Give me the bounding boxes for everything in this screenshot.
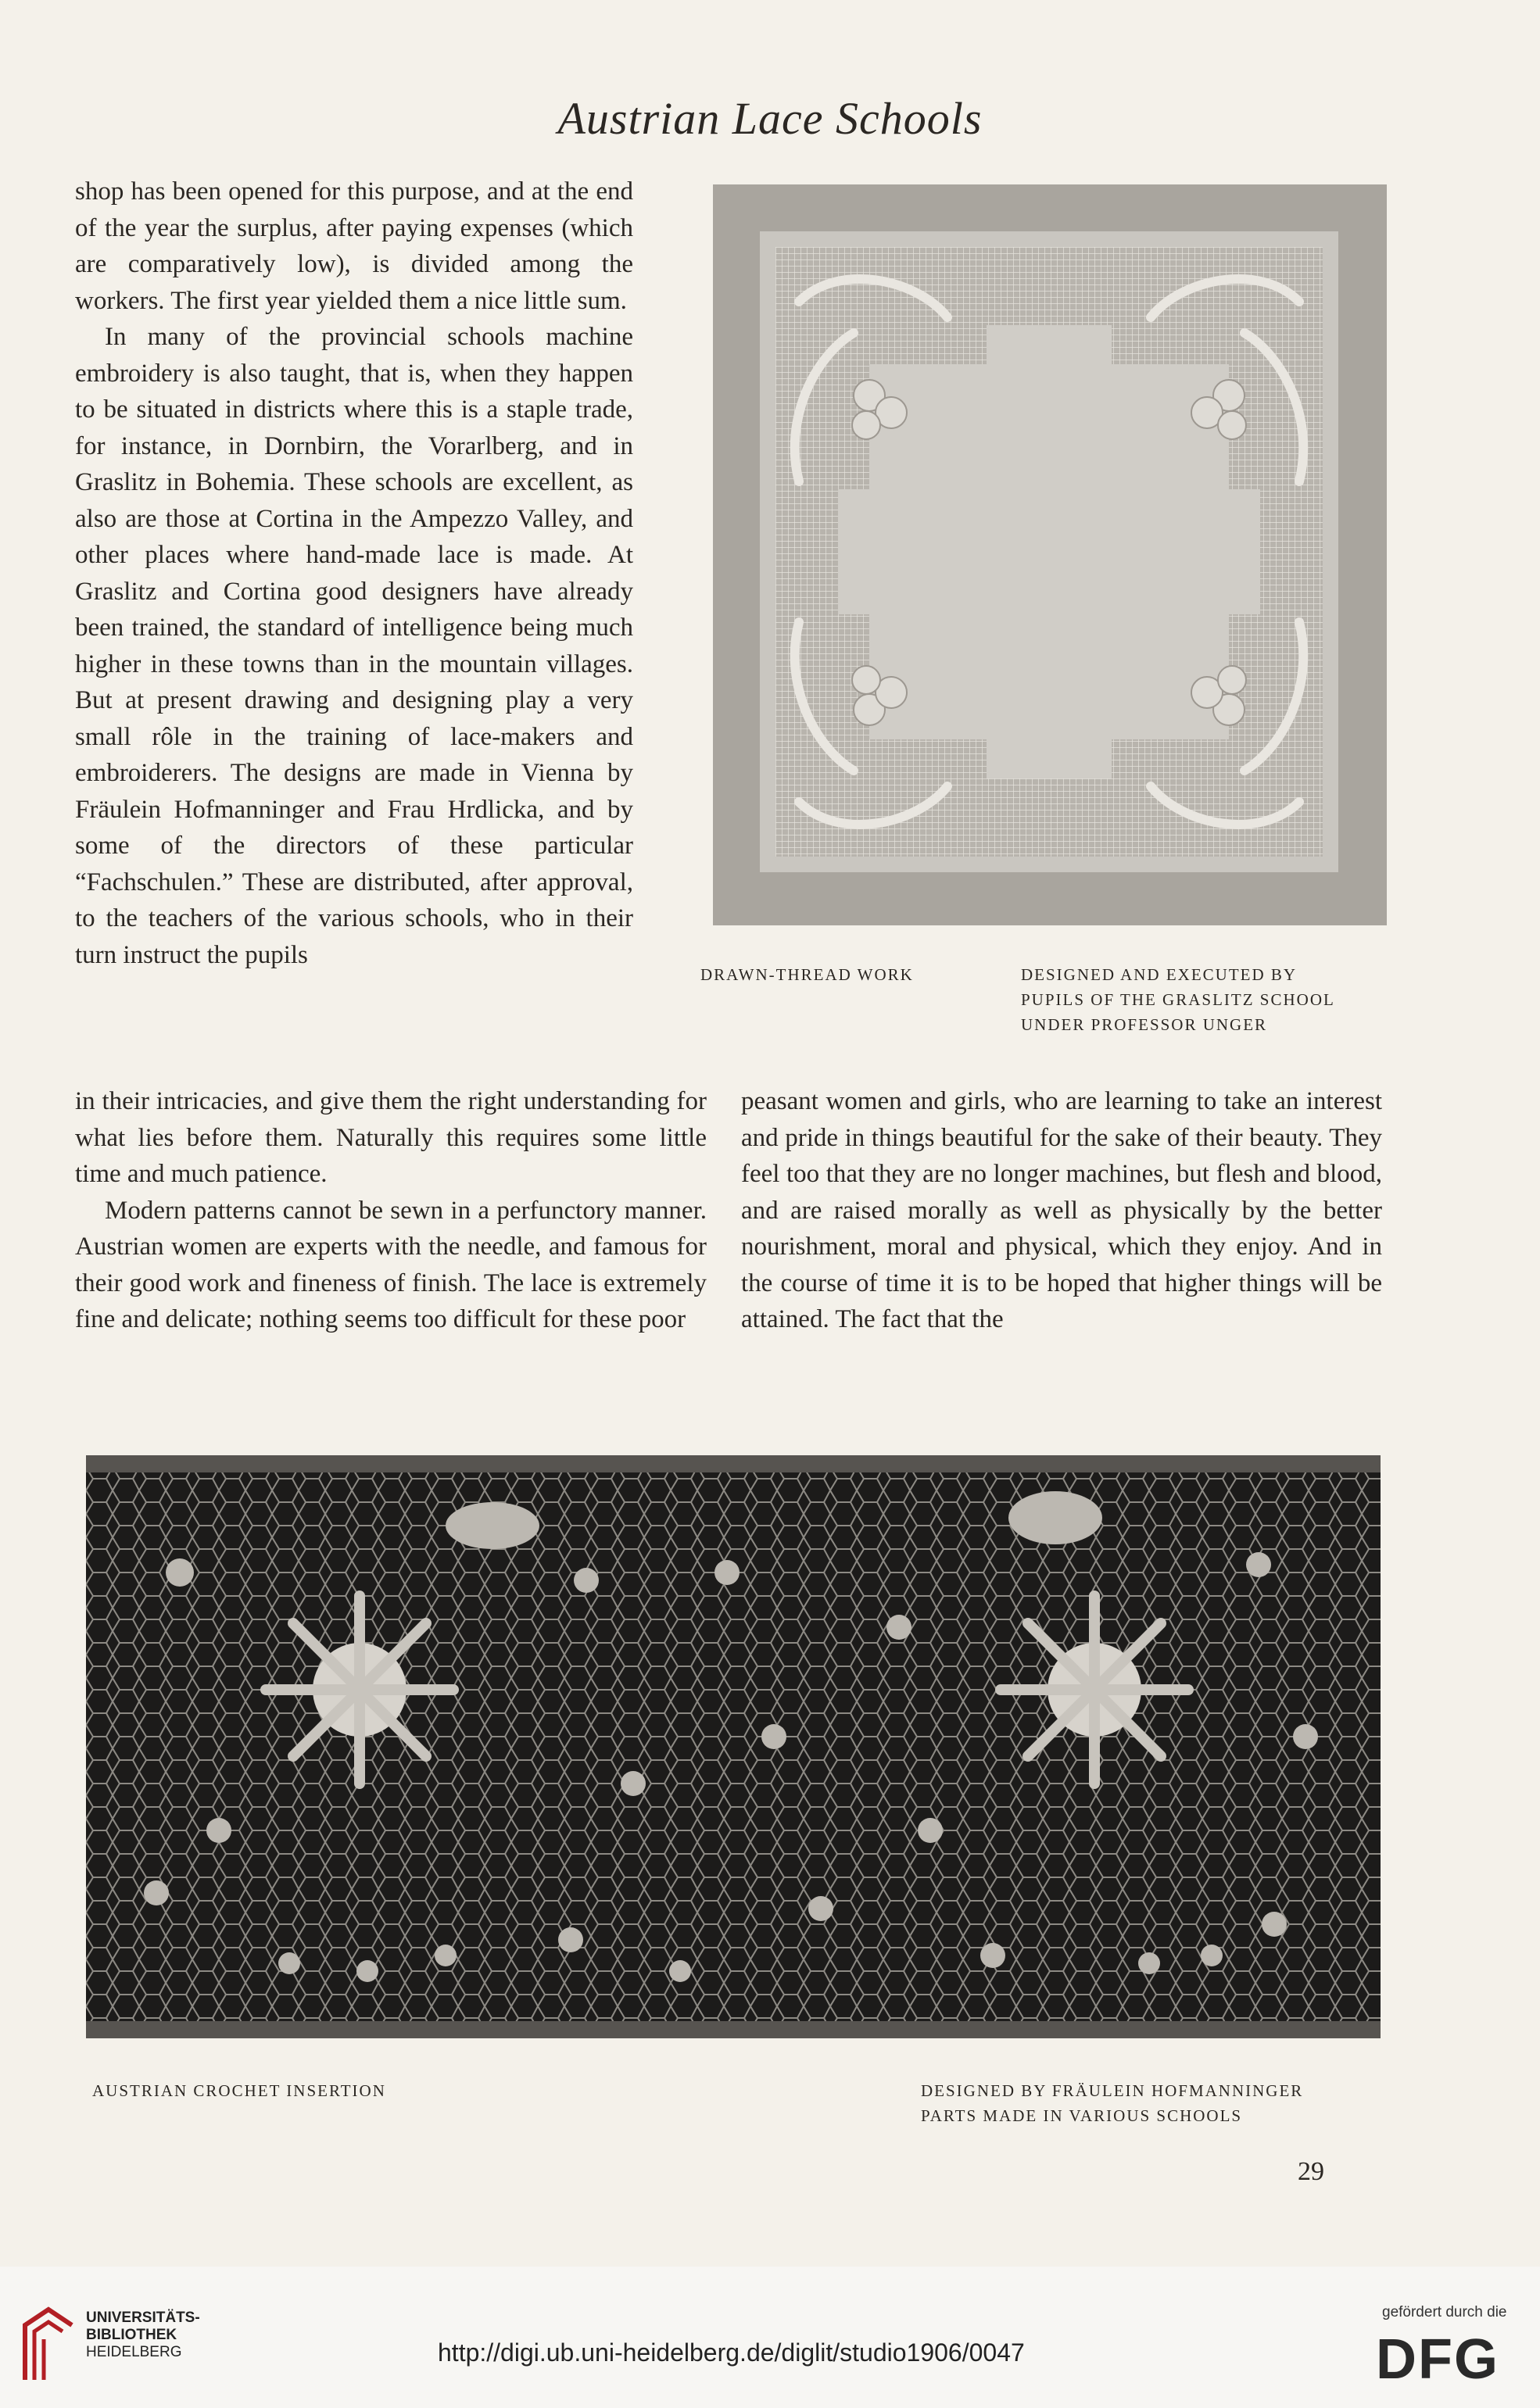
lower-right-text-column [741, 1083, 1382, 1338]
top-figure-caption-right-2: PUPILS OF THE GRASLITZ SCHOOL [1021, 990, 1335, 1009]
top-figure-caption-right-3: UNDER PROFESSOR UNGER [1021, 1015, 1268, 1034]
page-number: 29 [1298, 2157, 1324, 2186]
left-text-column [75, 174, 633, 973]
university-library-name [86, 2310, 200, 2361]
crochet-insertion-image [86, 1455, 1381, 2038]
paragraph-3: Modern patterns cannot be sewn in a perfunctory manner. Austrian women are experts with the needle, and famous for their good work and fineness of finish. The lace is extremely fine and delicate; nothing seems too difficult for these poor [75, 1196, 707, 1333]
footer-bar [0, 2267, 1540, 2408]
top-figure-caption-left: DRAWN-THREAD WORK [700, 965, 914, 984]
dfg-logo: DFG [1376, 2328, 1499, 2391]
paragraph-right: peasant women and girls, who are learning to take an interest and pride in things beautiful for the sake of their beauty. They feel too that they are no longer machines, but flesh and blood, and are raised morally as well as physically by the better nourishment, moral and physical, which they enjoy. And in the course of time it is to be hoped that higher things will be attained. The fact that the [741, 1087, 1382, 1333]
university-library-logo-icon [17, 2302, 80, 2388]
bottom-figure-caption-left: AUSTRIAN CROCHET INSERTION [92, 2081, 386, 2100]
bottom-figure-caption-right-1: DESIGNED BY FRÄULEIN HOFMANNINGER [921, 2081, 1304, 2100]
library-line-2: BIBLIOTHEK [86, 2327, 177, 2343]
bottom-figure-caption-right-2: PARTS MADE IN VARIOUS SCHOOLS [921, 2106, 1243, 2125]
library-line-3: HEIDELBERG [86, 2344, 182, 2360]
funder-label: gefördert durch die [1382, 2304, 1507, 2320]
lower-left-text-column [75, 1083, 707, 1338]
library-line-1: UNIVERSITÄTS- [86, 2310, 200, 2326]
drawn-thread-work-image [713, 184, 1387, 925]
paragraph-2-continuation: in their intricacies, and give them the right understanding for what lies before them. Naturally this requires some little time and much patience. [75, 1087, 707, 1188]
paragraph-1: shop has been opened for this purpose, and at the end of the year the surplus, after paying expenses (which are comparatively low), is divided among the workers. The first year yielded them a nice little sum. [75, 177, 633, 315]
source-url-link[interactable]: http://digi.ub.uni-heidelberg.de/diglit/studio1906/0047 [438, 2338, 1025, 2367]
top-figure-caption-right-1: DESIGNED AND EXECUTED BY [1021, 965, 1298, 984]
paragraph-2: In many of the provincial schools machine embroidery is also taught, that is, when they happen to be situated in districts where this is a staple trade, for instance, in Dornbirn, the Vorarlberg, and in Graslitz in Bohemia. These schools are excellent, as also are those at Cortina in the Ampezzo Valley, and other places where hand-made lace is made. At Graslitz and Cortina good designers have already been trained, the standard of intelligence being much higher in these towns than in the mountain villages. But at present drawing and designing play a very small rôle in the training of lace-makers and embroiderers. The designs are made in Vienna by Fräulein Hofmanninger and Frau Hrdlicka, and by some of the directors of these particular “Fachschulen.” These are distributed, after approval, to the teachers of the various schools, who in their turn instruct the pupils [75, 323, 633, 969]
page-title: Austrian Lace Schools [557, 93, 983, 144]
